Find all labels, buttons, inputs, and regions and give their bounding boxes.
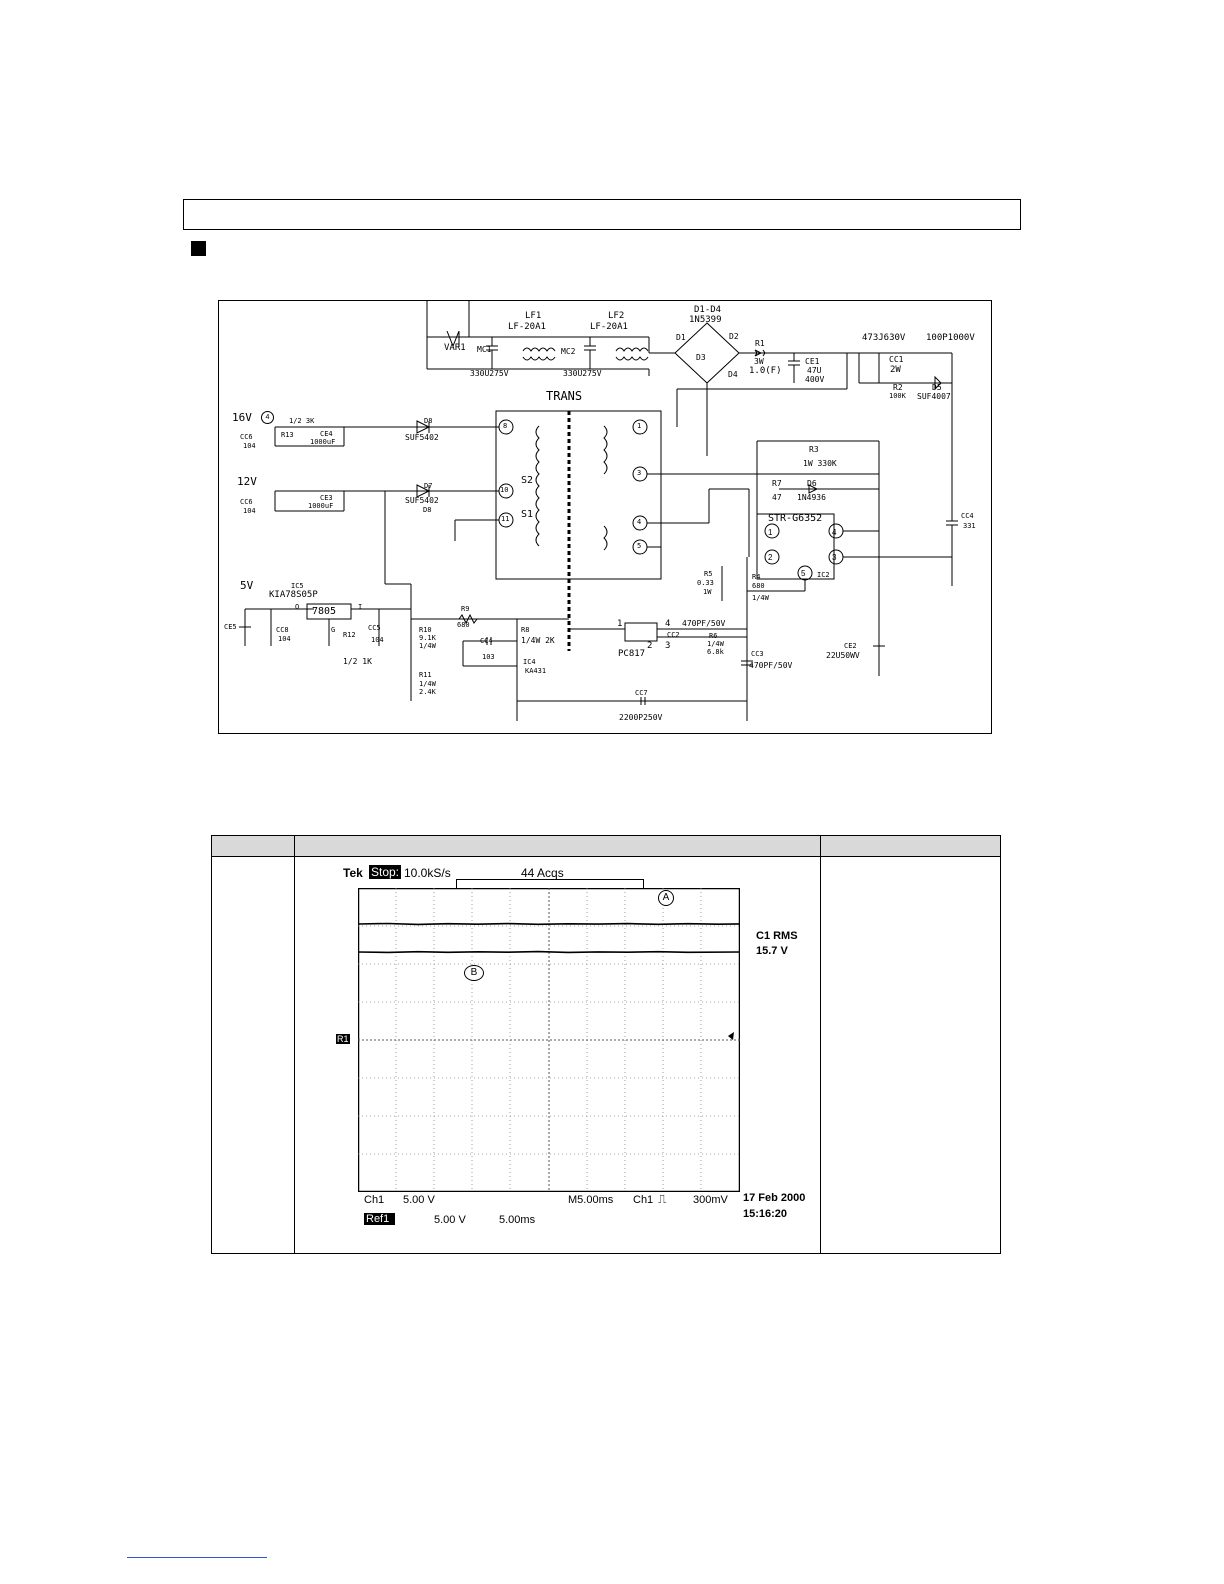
scope-date: 17 Feb 2000: [743, 1192, 806, 1204]
r1-value-1: 3W: [754, 357, 764, 366]
waveform-table: [211, 835, 1001, 1254]
cc4b-value: 103: [482, 653, 495, 661]
d3-label: D3: [696, 353, 706, 362]
r12-label: R12: [343, 631, 356, 639]
cc4-value: 331: [963, 522, 976, 530]
d7-label: D7: [424, 482, 433, 490]
cc5-value: 104: [371, 636, 384, 644]
timebase: M5.00ms: [568, 1194, 614, 1206]
r7-label: R7: [772, 479, 782, 488]
marker-a: A: [658, 890, 674, 906]
cc6a-value: 104: [243, 442, 256, 450]
d2-label: D2: [729, 332, 739, 341]
scope-acqs: 44 Acqs: [521, 866, 564, 880]
r8-label: R8: [521, 626, 530, 634]
ic2-part: STR-G6352: [768, 513, 823, 524]
scope-record-bracket: [456, 879, 644, 888]
ic4-part: KA431: [525, 667, 547, 675]
r6-label: R6: [709, 632, 718, 640]
ce4-value: 1000uF: [310, 438, 336, 446]
pc817-label: PC817: [618, 649, 646, 659]
measurement-value: 15.7 V: [756, 945, 788, 957]
r1-value-2: 1.0(F): [749, 366, 782, 376]
cc4-label: CC4: [961, 512, 974, 520]
table-divider-1: [294, 836, 295, 1253]
d5-label: D5: [932, 383, 942, 392]
pc-pin-4: 4: [665, 619, 671, 629]
mc2-label: MC2: [561, 347, 576, 356]
var1-label: VAR1: [444, 343, 466, 353]
trans-label: TRANS: [546, 389, 583, 403]
cc1-top-label: 473J630V: [862, 333, 906, 343]
r7-value: 47: [772, 493, 782, 502]
marker-b: B: [464, 965, 484, 981]
regulator-pin-g: G: [331, 626, 336, 634]
ce1-label: CE1: [805, 357, 820, 366]
regulator-pin-o: O: [295, 603, 300, 611]
ch1-label: Ch1: [364, 1194, 385, 1206]
ic2-pin-2: 2: [768, 553, 773, 562]
ref1-label: Ref1: [364, 1213, 395, 1225]
cc1-value: 2W: [890, 365, 901, 375]
ic2-pin-5: 5: [801, 569, 806, 578]
ic4-label: IC4: [523, 658, 536, 666]
ce2-label: CE2: [844, 642, 857, 650]
r4-value-1: 680: [752, 582, 765, 590]
cc2-value: 470PF/50V: [682, 619, 726, 628]
trans-s2: S2: [521, 475, 534, 486]
r4-value-2: 1/4W: [752, 594, 769, 602]
r3-label: R3: [809, 445, 819, 454]
cc8-value: 104: [278, 635, 291, 643]
trans-pin-10: 10: [500, 486, 509, 494]
scope-time: 15:16:20: [743, 1208, 788, 1220]
ic2-pin-3: 3: [832, 553, 837, 562]
ce5-label: CE5: [224, 623, 237, 631]
d1-label: D1: [676, 333, 686, 342]
d7-value: SUF5402: [405, 496, 439, 505]
pc-pin-2: 2: [647, 641, 653, 651]
5v-label: 5V: [240, 579, 254, 592]
r6-value-2: 6.8k: [707, 648, 724, 656]
lf1-label: LF1: [525, 311, 542, 321]
cc5-label: CC5: [368, 624, 381, 632]
trace-a: [358, 924, 740, 925]
ce1-value-1: 47U: [807, 366, 822, 375]
r5-value-2: 1W: [703, 588, 712, 596]
d4-label: D4: [728, 370, 738, 379]
r2-label: R2: [893, 383, 903, 392]
r13-label: R13: [281, 431, 294, 439]
regulator-pin-i: I: [358, 603, 363, 611]
trigger-slope-icon: ⎍: [658, 1192, 667, 1206]
16v-marker: 4: [261, 411, 274, 424]
trigger-source: Ch1: [633, 1194, 654, 1206]
oscilloscope-capture: [296, 860, 816, 1252]
trans-pin-1: 1: [637, 422, 642, 430]
trigger-level: 300mV: [693, 1194, 728, 1206]
r5-label: R5: [704, 570, 713, 578]
ref-marker: R1: [337, 1034, 349, 1044]
trans-pin-3: 3: [637, 469, 642, 477]
footer-rule: [127, 1557, 267, 1558]
pc-pin-3: 3: [665, 641, 671, 651]
mc1-label: MC1: [477, 345, 492, 354]
regulator-chip-label: 7805: [312, 606, 337, 617]
measurement-title: C1 RMS: [756, 930, 798, 942]
ref1-time: 5.00ms: [499, 1214, 536, 1226]
r3-value: 1W 330K: [803, 459, 837, 468]
trans-pin-11: 11: [501, 515, 510, 523]
r10-value-1: 9.1K: [419, 634, 436, 642]
ce3-value: 1000uF: [308, 502, 334, 510]
lf2-value: LF-20A1: [590, 322, 628, 332]
r9-label: R9: [461, 605, 470, 613]
cc1-label: CC1: [889, 355, 904, 364]
table-divider-2: [820, 836, 821, 1253]
r2-value: 100K: [889, 392, 906, 400]
scope-rate: 10.0kS/s: [404, 866, 451, 880]
section-title-box: [183, 199, 1021, 230]
ic2-label: IC2: [817, 571, 830, 579]
ch1-scale: 5.00 V: [403, 1194, 435, 1206]
power-supply-schematic: [218, 300, 992, 734]
d8-label: D8: [424, 417, 433, 425]
lf2-label: LF2: [608, 311, 625, 321]
mc2-value: 330U275V: [563, 369, 602, 378]
bullet-square-icon: [191, 241, 206, 256]
ic2-pin-1: 1: [768, 528, 773, 537]
r11-label: R11: [419, 671, 432, 679]
r1-label: R1: [755, 339, 765, 348]
ce4-label: CE4: [320, 430, 333, 438]
cc8-label: CC8: [276, 626, 289, 634]
cc3-label: CC3: [751, 650, 764, 658]
r13-value: 1/2 3K: [289, 417, 315, 425]
r9-value: 680: [457, 621, 470, 629]
trans-pin-8: 8: [503, 422, 508, 430]
optocoupler-box: [625, 623, 657, 641]
bridge-label: D1-D4: [694, 305, 722, 315]
trans-pin-5: 5: [637, 542, 642, 550]
12v-label: 12V: [237, 475, 257, 488]
scope-brand: Tek: [343, 866, 363, 880]
ic2-pin-4: 4: [832, 528, 837, 537]
r11-value-1: 1/4W: [419, 680, 436, 688]
d5-value: SUF4007: [917, 392, 951, 401]
d8-value: SUF5402: [405, 433, 439, 442]
cc6b-label: CC6: [240, 498, 253, 506]
ic5-part: KIA78S05P: [269, 590, 318, 600]
trans-s1: S1: [521, 509, 534, 520]
r8-value: 1/4W 2K: [521, 636, 555, 645]
r12-value: 1/2 1K: [343, 657, 372, 666]
cc6b-value: 104: [243, 507, 256, 515]
lf1-value: LF-20A1: [508, 322, 546, 332]
scope-graticule: [358, 888, 740, 1192]
d6-value: 1N4936: [797, 493, 826, 502]
r5-value-1: 0.33: [697, 579, 714, 587]
ce2-value: 22U50WV: [826, 651, 860, 660]
cc6a-label: CC6: [240, 433, 253, 441]
transformer-box: [496, 411, 661, 579]
r11-value-2: 2.4K: [419, 688, 436, 696]
r10-label: R10: [419, 626, 432, 634]
cc7-label: CC7: [635, 689, 648, 697]
cc7-value: 2200P250V: [619, 713, 663, 722]
mc1-value: 330U275V: [470, 369, 509, 378]
trans-pin-4: 4: [637, 518, 642, 526]
table-header-row: [212, 836, 1000, 857]
lf2-choke: [616, 348, 648, 360]
r6-value-1: 1/4W: [707, 640, 724, 648]
ref1-scale: 5.00 V: [434, 1214, 466, 1226]
pc-pin-1: 1: [617, 619, 623, 629]
ce3-label: CE3: [320, 494, 333, 502]
cc1-top-label-2: 100P1000V: [926, 333, 975, 343]
ce1-value-2: 400V: [805, 375, 825, 384]
cc4b-label: CC4: [480, 637, 493, 645]
lf1-choke: [523, 348, 555, 360]
trace-b: [358, 952, 740, 953]
r10-value-2: 1/4W: [419, 642, 436, 650]
ic5-label: IC5: [291, 582, 304, 590]
r4-label: R4: [752, 573, 761, 581]
scope-state: Stop:: [371, 865, 400, 879]
16v-label: 16V: [232, 411, 252, 424]
cc3-value: 470PF/50V: [749, 661, 793, 670]
d8b-label: D8: [423, 506, 432, 514]
d6-label: D6: [807, 479, 817, 488]
bridge-value: 1N5399: [689, 315, 722, 325]
cc2-label: CC2: [667, 631, 680, 639]
